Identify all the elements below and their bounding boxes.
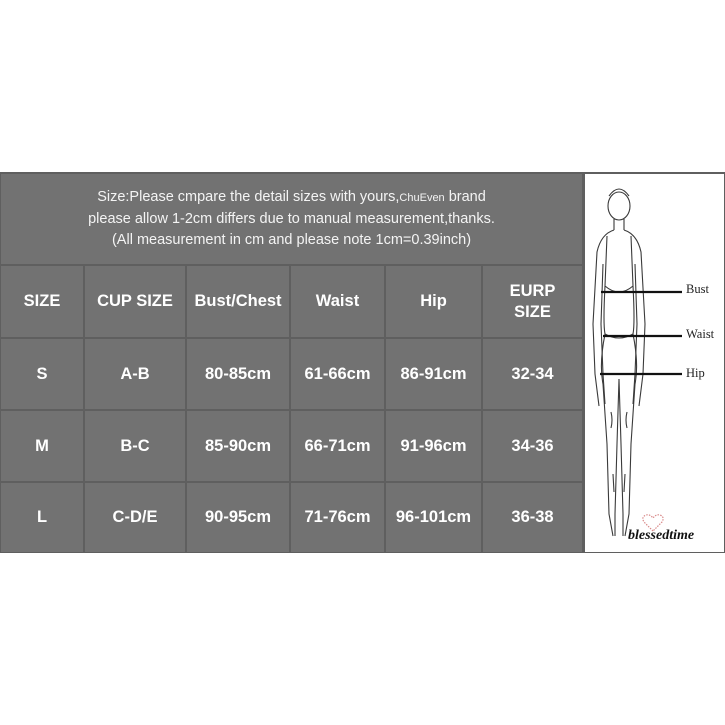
cell-waist: 71-76cm bbox=[291, 483, 384, 552]
cell-eurp-size: 36-38 bbox=[483, 483, 582, 552]
cell-waist: 61-66cm bbox=[291, 339, 384, 409]
header-hip: Hip bbox=[386, 266, 481, 337]
cell-hip: 96-101cm bbox=[386, 483, 481, 552]
cell-eurp-size: 34-36 bbox=[483, 411, 582, 481]
brand-text: blessedtime bbox=[628, 528, 695, 543]
header-eurp-size: EURP SIZE bbox=[483, 266, 582, 337]
header-size: SIZE bbox=[1, 266, 83, 337]
cell-cup-size: C-D/E bbox=[85, 483, 185, 552]
header-cup-size: CUP SIZE bbox=[85, 266, 185, 337]
heart-icon bbox=[642, 514, 664, 532]
cell-hip: 86-91cm bbox=[386, 339, 481, 409]
note-brand: ChuEven bbox=[399, 192, 445, 204]
cell-size: M bbox=[1, 411, 83, 481]
cell-waist: 66-71cm bbox=[291, 411, 384, 481]
cell-cup-size: A-B bbox=[85, 339, 185, 409]
cell-bust-chest: 90-95cm bbox=[187, 483, 289, 552]
note-line-1 bbox=[1, 187, 582, 209]
bust-label: Bust bbox=[686, 282, 709, 296]
header-waist: Waist bbox=[291, 266, 384, 337]
hip-label: Hip bbox=[686, 366, 705, 380]
note-line-2: please allow 1-2cm differs due to manual measurement,thanks. bbox=[88, 211, 495, 227]
waist-label: Waist bbox=[686, 327, 715, 341]
note-line-3: (All measurement in cm and please note 1cm=0.39inch) bbox=[111, 232, 472, 248]
cell-eurp-size: 32-34 bbox=[483, 339, 582, 409]
size-note bbox=[1, 174, 582, 264]
cell-bust-chest: 85-90cm bbox=[187, 411, 289, 481]
cell-bust-chest: 80-85cm bbox=[187, 339, 289, 409]
header-bust-chest: Bust/Chest bbox=[187, 266, 289, 337]
measurement-figure bbox=[585, 174, 724, 552]
note-line-1-suffix: brand bbox=[444, 189, 486, 205]
cell-hip: 91-96cm bbox=[386, 411, 481, 481]
cell-cup-size: B-C bbox=[85, 411, 185, 481]
female-body-outline-icon bbox=[585, 174, 724, 552]
brand-watermark bbox=[628, 528, 694, 544]
note-line-1-text: Size:Please cmpare the detail sizes with yours, bbox=[97, 189, 400, 205]
cell-size: L bbox=[1, 483, 83, 552]
cell-size: S bbox=[1, 339, 83, 409]
